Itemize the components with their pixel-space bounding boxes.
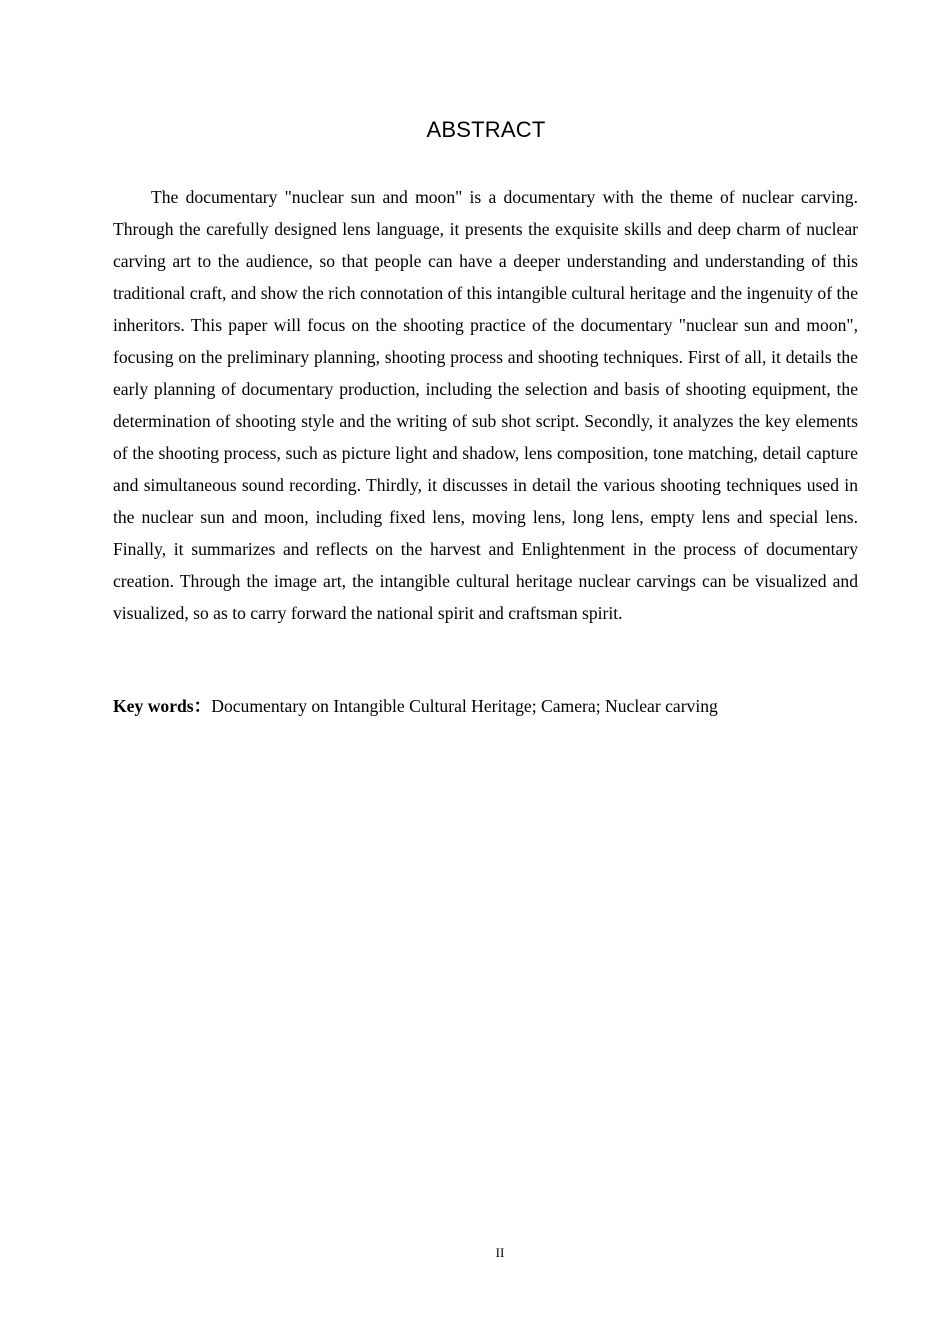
keywords-label: Key words： bbox=[113, 696, 212, 716]
abstract-body: The documentary "nuclear sun and moon" is a documentary with the theme of nuclear carving. Through the carefully designed lens language, it presents the exquisite skills and deep charm of nuclear carving art to the audience, so that people can have a deeper understanding and understanding of this traditional craft, and show the rich connotation of this intangible cultural heritage and the ingenuity of the inheritors. This paper will focus on the shooting practice of the documentary "nuclear sun and moon", focusing on the preliminary planning, shooting process and shooting techniques. First of all, it details the early planning of documentary production, including the selection and basis of shooting equipment, the determination of shooting style and the writing of sub shot script. Secondly, it analyzes the key elements of the shooting process, such as picture light and shadow, lens composition, tone matching, detail capture and simultaneous sound recording. Thirdly, it discusses in detail the various shooting techniques used in the nuclear sun and moon, including fixed lens, moving lens, long lens, empty lens and special lens. Finally, it summarizes and reflects on the harvest and Enlightenment in the process of documentary creation. Through the image art, the intangible cultural heritage nuclear carvings can be visualized and visualized, so as to carry forward the national spirit and craftsman spirit. bbox=[113, 187, 858, 623]
keywords-value: Documentary on Intangible Cultural Heritage; Camera; Nuclear carving bbox=[211, 696, 718, 716]
keywords-line bbox=[113, 690, 858, 722]
abstract-title: ABSTRACT bbox=[426, 117, 546, 142]
page-number: II bbox=[495, 1245, 505, 1260]
